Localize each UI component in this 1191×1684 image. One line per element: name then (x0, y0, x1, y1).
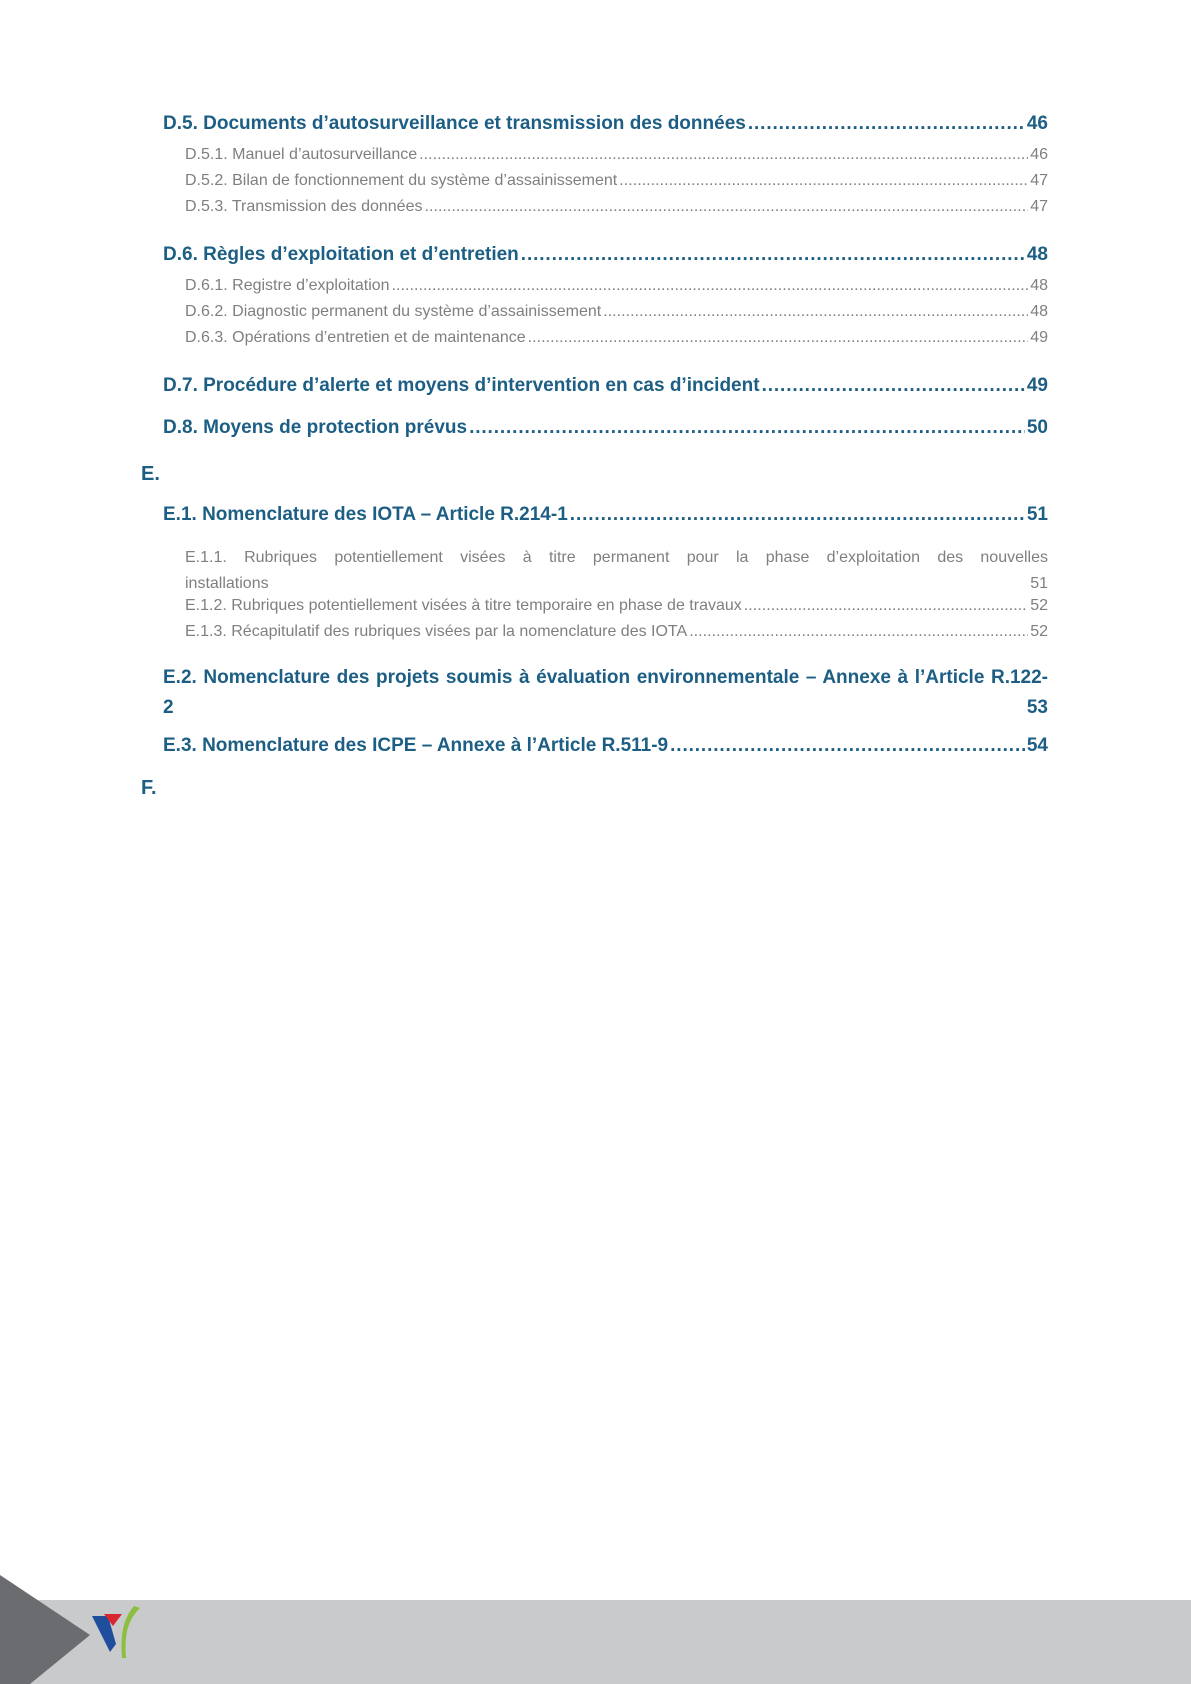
footer-corner-triangle (0, 1575, 100, 1684)
toc-entry-label: E.1.3. Récapitulatif des rubriques visées par la nomenclature des IOTA (185, 623, 688, 640)
toc-page-number: 46 (1026, 113, 1048, 134)
toc-page-number: 46 (1030, 146, 1048, 163)
toc-entry-label: D.8. Moyens de protection prévus (163, 417, 468, 438)
toc-page-number: 48 (1030, 277, 1048, 294)
toc-page-number: 52 (1030, 623, 1048, 640)
toc-entry-label: E.1.1. Rubriques potentiellement visées à titre permanent pour la phase d’exploitation des nouvelles (185, 549, 1048, 566)
toc-entry-label: E.3. Nomenclature des ICPE – Annexe à l’Article R.511-9 (163, 735, 669, 756)
toc-leader-dots (619, 172, 1028, 190)
toc-leader-dots (570, 504, 1025, 526)
toc-page-number: 47 (1030, 198, 1048, 215)
toc-page-number: 54 (1026, 735, 1048, 756)
toc-leader-dots (762, 375, 1025, 397)
toc-leader-dots (392, 277, 1029, 295)
toc-section-e[interactable]: E. (141, 463, 160, 485)
toc-entry-label: D.7. Procédure d’alerte et moyens d’intervention en cas d’incident (163, 375, 760, 396)
toc-entry-label: D.5.3. Transmission des données (185, 198, 423, 215)
toc-entry-e2[interactable] (163, 663, 1048, 723)
toc-page-number: 50 (1026, 417, 1048, 438)
toc-entry-d5-1[interactable] (185, 146, 1048, 172)
toc-entry-label: D.6.1. Registre d’exploitation (185, 277, 390, 294)
toc-entry-d6[interactable] (163, 244, 1048, 272)
toc-leader-dots (670, 735, 1025, 757)
toc-leader-dots (469, 417, 1025, 439)
toc-leader-dots (744, 597, 1028, 615)
company-logo-icon (90, 1604, 146, 1662)
toc-page-number: 48 (1026, 244, 1048, 265)
toc-entry-label: D.6.2. Diagnostic permanent du système d’assainissement (185, 303, 602, 320)
toc-leader-dots (528, 329, 1029, 347)
toc-section-f[interactable]: F. (141, 777, 157, 799)
toc-page-number: 52 (1030, 597, 1048, 614)
toc-entry-label: D.5.1. Manuel d’autosurveillance (185, 146, 418, 163)
toc-entry-label: E.2. Nomenclature des projets soumis à évaluation environnementale – Annexe à l’Article R.122- (163, 667, 1048, 688)
toc-entry-label: E.1.2. Rubriques potentiellement visées à titre temporaire en phase de travaux (185, 597, 742, 614)
toc-leader-dots (521, 244, 1025, 266)
toc-entry-label-cont: installations (185, 575, 269, 592)
toc-entry-label: E.1. Nomenclature des IOTA – Article R.214-1 (163, 504, 568, 525)
toc-leader-dots (748, 113, 1025, 135)
toc-page-number: 51 (1026, 504, 1048, 525)
toc-entry-e1-1[interactable] (185, 545, 1048, 597)
toc-page-number: 48 (1030, 303, 1048, 320)
toc-entry-line2 (185, 571, 1048, 597)
toc-entry-d5[interactable] (163, 113, 1048, 141)
toc-entry-d6-2[interactable] (185, 303, 1048, 329)
footer-band (0, 1600, 1191, 1684)
toc-entry-label: D.6.3. Opérations d’entretien et de maintenance (185, 329, 526, 346)
toc-page-number: 49 (1026, 375, 1048, 396)
toc-page-number: 47 (1030, 172, 1048, 189)
toc-entry-line2 (163, 693, 1048, 723)
toc-page-number: 53 (1026, 697, 1048, 718)
toc-page-number: 51 (1030, 575, 1048, 592)
toc-entry-e1-2[interactable] (185, 597, 1048, 623)
toc-entry-label: D.6. Règles d’exploitation et d’entretien (163, 244, 519, 265)
toc-leader-dots (419, 146, 1028, 164)
toc-leader-dots (424, 198, 1028, 216)
toc-entry-d6-1[interactable] (185, 277, 1048, 303)
toc-entry-d7[interactable] (163, 375, 1048, 403)
toc-entry-label-cont: 2 (163, 697, 174, 718)
toc-leader-dots (603, 303, 1028, 321)
toc-entry-d5-3[interactable] (185, 198, 1048, 224)
toc-entry-e1[interactable] (163, 504, 1048, 532)
toc-page-number: 49 (1030, 329, 1048, 346)
toc-entry-e1-3[interactable] (185, 623, 1048, 649)
toc-entry-e3[interactable] (163, 735, 1048, 763)
toc-entry-d6-3[interactable] (185, 329, 1048, 355)
toc-entry-label: D.5.2. Bilan de fonctionnement du système d’assainissement (185, 172, 618, 189)
toc-entry-label: D.5. Documents d’autosurveillance et transmission des données (163, 113, 746, 134)
toc-entry-d5-2[interactable] (185, 172, 1048, 198)
toc-leader-dots (689, 623, 1028, 641)
toc-entry-d8[interactable] (163, 417, 1048, 445)
